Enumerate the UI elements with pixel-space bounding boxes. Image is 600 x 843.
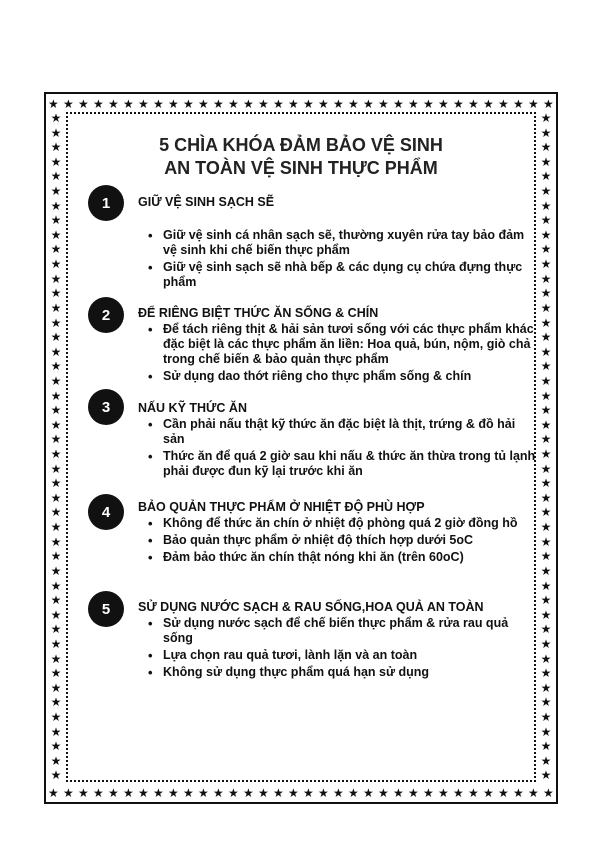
star-icon: ★ [50,753,62,768]
star-icon: ★ [540,622,552,637]
bullet-list [146,228,536,292]
list-item: • Giữ vệ sinh sạch sẽ nhà bếp & các dụng cụ chứa đựng thực phẩm [146,260,536,290]
star-icon: ★ [540,636,552,651]
star-icon: ★ [363,786,374,800]
star-icon: ★ [183,97,194,111]
star-icon: ★ [50,593,62,608]
star-icon: ★ [303,786,314,800]
star-icon: ★ [393,786,404,800]
star-icon: ★ [50,242,62,257]
star-icon: ★ [50,169,62,184]
star-icon: ★ [540,607,552,622]
title-line-2: AN TOÀN VỆ SINH THỰC PHẨM [164,158,438,178]
star-icon: ★ [243,786,254,800]
star-icon: ★ [540,476,552,491]
star-icon: ★ [50,344,62,359]
star-icon: ★ [513,97,524,111]
star-icon: ★ [348,97,359,111]
list-item: • Không sử dụng thực phẩm quá hạn sử dụng [146,665,536,680]
list-item: • Bảo quản thực phẩm ở nhiệt độ thích hợp dưới 5oC [146,533,536,548]
number-badge: 1 [88,185,124,221]
star-icon: ★ [50,315,62,330]
star-icon: ★ [540,242,552,257]
star-icon: ★ [258,97,269,111]
star-icon: ★ [408,97,419,111]
star-icon: ★ [243,97,254,111]
star-icon: ★ [378,97,389,111]
star-icon: ★ [198,786,209,800]
star-icon: ★ [48,786,59,800]
star-icon: ★ [50,549,62,564]
star-icon: ★ [540,140,552,155]
star-icon: ★ [138,97,149,111]
star-icon: ★ [540,315,552,330]
star-icon: ★ [540,490,552,505]
star-icon: ★ [540,563,552,578]
star-icon: ★ [423,786,434,800]
star-icon: ★ [50,257,62,272]
list-item: • Cần phải nấu thật kỹ thức ăn đặc biệt là thịt, trứng & đồ hải sản [146,417,536,447]
star-icon: ★ [540,709,552,724]
star-icon: ★ [63,97,74,111]
star-icon: ★ [50,198,62,213]
star-icon: ★ [228,97,239,111]
star-icon: ★ [513,786,524,800]
star-icon: ★ [50,636,62,651]
star-icon: ★ [78,786,89,800]
star-icon: ★ [93,786,104,800]
star-icon: ★ [540,344,552,359]
star-icon: ★ [50,300,62,315]
star-icon: ★ [540,286,552,301]
star-icon: ★ [108,786,119,800]
bullet-list [146,516,536,567]
star-icon: ★ [78,97,89,111]
star-border-right [539,112,553,782]
star-icon: ★ [93,97,104,111]
star-icon: ★ [63,786,74,800]
star-icon: ★ [540,534,552,549]
star-icon: ★ [438,97,449,111]
star-icon: ★ [108,97,119,111]
star-icon: ★ [468,97,479,111]
section-heading: GIỮ VỆ SINH SẠCH SẼ [138,195,275,209]
star-icon: ★ [50,768,62,783]
star-icon: ★ [50,534,62,549]
star-icon: ★ [258,786,269,800]
star-icon: ★ [540,695,552,710]
star-icon: ★ [540,388,552,403]
star-icon: ★ [318,786,329,800]
star-icon: ★ [50,140,62,155]
star-icon: ★ [153,786,164,800]
star-icon: ★ [543,786,554,800]
star-icon: ★ [168,97,179,111]
title-line-1: 5 CHÌA KHÓA ĐẢM BẢO VỆ SINH [159,135,443,155]
star-icon: ★ [50,388,62,403]
star-icon: ★ [540,359,552,374]
bullet-list [146,616,536,682]
star-icon: ★ [348,786,359,800]
star-icon: ★ [50,227,62,242]
star-icon: ★ [540,271,552,286]
star-icon: ★ [213,786,224,800]
star-icon: ★ [540,184,552,199]
star-icon: ★ [318,97,329,111]
star-icon: ★ [333,97,344,111]
star-icon: ★ [540,461,552,476]
star-icon: ★ [540,447,552,462]
star-border-left [49,112,63,782]
star-icon: ★ [540,125,552,140]
list-item: • Lựa chọn rau quả tươi, lành lặn và an toàn [146,648,536,663]
star-icon: ★ [288,786,299,800]
star-icon: ★ [50,213,62,228]
section-heading: SỬ DỤNG NƯỚC SẠCH & RAU SỐNG,HOA QUẢ AN TOÀN [138,600,484,614]
star-icon: ★ [540,198,552,213]
star-icon: ★ [438,786,449,800]
star-icon: ★ [50,373,62,388]
star-icon: ★ [213,97,224,111]
list-item: • Đảm bảo thức ăn chín thật nóng khi ăn (trên 60oC) [146,550,536,565]
star-icon: ★ [50,111,62,125]
star-icon: ★ [50,622,62,637]
list-item: • Không để thức ăn chín ở nhiệt độ phòng quá 2 giờ đồng hồ [146,516,536,531]
star-icon: ★ [138,786,149,800]
star-icon: ★ [50,607,62,622]
star-icon: ★ [528,97,539,111]
section-heading: BẢO QUẢN THỰC PHẨM Ở NHIỆT ĐỘ PHÙ HỢP [138,500,425,514]
star-icon: ★ [483,786,494,800]
star-icon: ★ [393,97,404,111]
poster-title [70,134,532,180]
star-icon: ★ [540,520,552,535]
star-icon: ★ [540,753,552,768]
star-icon: ★ [423,97,434,111]
star-icon: ★ [468,786,479,800]
star-border-top [48,97,554,111]
star-icon: ★ [50,724,62,739]
bullet-list [146,322,536,386]
star-icon: ★ [50,505,62,520]
star-icon: ★ [50,184,62,199]
number-badge: 2 [88,297,124,333]
star-icon: ★ [540,724,552,739]
star-icon: ★ [453,786,464,800]
star-icon: ★ [50,651,62,666]
star-icon: ★ [540,505,552,520]
star-icon: ★ [540,373,552,388]
star-icon: ★ [540,578,552,593]
star-icon: ★ [540,213,552,228]
section-heading: ĐỂ RIÊNG BIỆT THỨC ĂN SỐNG & CHÍN [138,306,379,320]
star-icon: ★ [540,403,552,418]
star-icon: ★ [228,786,239,800]
star-icon: ★ [50,286,62,301]
star-icon: ★ [378,786,389,800]
section-heading: NẤU KỸ THỨC ĂN [138,401,247,415]
star-icon: ★ [540,257,552,272]
star-icon: ★ [540,768,552,783]
star-icon: ★ [543,97,554,111]
star-icon: ★ [50,695,62,710]
star-icon: ★ [50,461,62,476]
list-item: • Để tách riêng thịt & hải sản tươi sống với các thực phẩm khác đặc biệt là các thực phẩm ăn liền: Hoa quả, bún, nộm, giò chả trong chế biến & bảo quản thực phẩm [146,322,536,367]
star-icon: ★ [483,97,494,111]
star-icon: ★ [50,154,62,169]
star-icon: ★ [498,786,509,800]
star-icon: ★ [50,476,62,491]
star-icon: ★ [50,403,62,418]
star-icon: ★ [303,97,314,111]
star-icon: ★ [50,432,62,447]
star-icon: ★ [50,447,62,462]
star-icon: ★ [153,97,164,111]
star-icon: ★ [50,680,62,695]
list-item: • Thức ăn để quá 2 giờ sau khi nấu & thức ăn thừa trong tủ lạnh phải được đun kỹ lại trước khi ăn [146,449,536,479]
star-icon: ★ [453,97,464,111]
star-icon: ★ [540,651,552,666]
list-item: • Sử dụng nước sạch để chế biến thực phẩm & rửa rau quả sống [146,616,536,646]
star-icon: ★ [540,169,552,184]
star-icon: ★ [273,786,284,800]
star-icon: ★ [168,786,179,800]
star-icon: ★ [363,97,374,111]
star-icon: ★ [528,786,539,800]
star-icon: ★ [540,549,552,564]
star-icon: ★ [48,97,59,111]
star-icon: ★ [50,330,62,345]
star-icon: ★ [50,563,62,578]
star-icon: ★ [540,330,552,345]
list-item: • Sử dụng dao thớt riêng cho thực phẩm sống & chín [146,369,536,384]
star-icon: ★ [288,97,299,111]
star-icon: ★ [498,97,509,111]
star-icon: ★ [50,271,62,286]
star-icon: ★ [50,490,62,505]
star-icon: ★ [123,786,134,800]
star-icon: ★ [408,786,419,800]
star-icon: ★ [50,359,62,374]
star-icon: ★ [50,578,62,593]
list-item: • Giữ vệ sinh cá nhân sạch sẽ, thường xuyên rửa tay bảo đảm vệ sinh khi chế biến thực phẩm [146,228,536,258]
number-badge: 3 [88,389,124,425]
star-icon: ★ [183,786,194,800]
star-icon: ★ [123,97,134,111]
star-icon: ★ [50,709,62,724]
star-icon: ★ [50,125,62,140]
star-icon: ★ [540,593,552,608]
star-icon: ★ [333,786,344,800]
star-border-bottom [48,786,554,800]
star-icon: ★ [540,666,552,681]
star-icon: ★ [50,520,62,535]
bullet-list [146,417,536,481]
star-icon: ★ [540,680,552,695]
star-icon: ★ [540,739,552,754]
star-icon: ★ [273,97,284,111]
number-badge: 5 [88,591,124,627]
star-icon: ★ [540,227,552,242]
star-icon: ★ [540,300,552,315]
number-badge: 4 [88,494,124,530]
star-icon: ★ [540,154,552,169]
star-icon: ★ [198,97,209,111]
star-icon: ★ [540,417,552,432]
star-icon: ★ [50,739,62,754]
star-icon: ★ [50,666,62,681]
star-icon: ★ [50,417,62,432]
star-icon: ★ [540,432,552,447]
star-icon: ★ [540,111,552,125]
